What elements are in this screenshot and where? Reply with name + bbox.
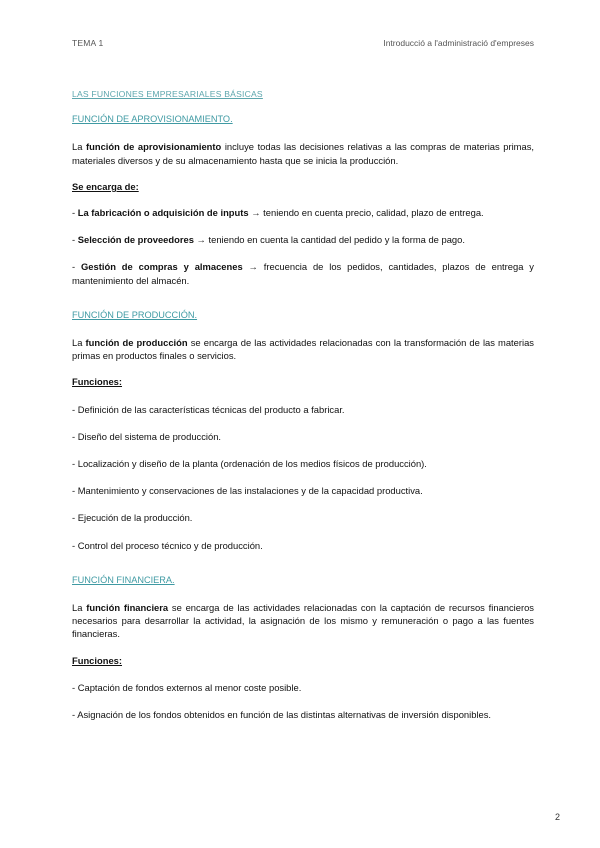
header-course-title: Introducció a l'administració d'empreses [383, 38, 534, 48]
intro-post: incluye todas las decisiones relativas a las compras de materias primas, materiales diversos y de su almacenamiento hasta que se inicia la producción. [72, 141, 534, 166]
section-title-aprovisionamiento: FUNCIÓN DE APROVISIONAMIENTO. [72, 114, 233, 125]
intro-post: se encarga de las actividades relacionadas con la captación de recursos financieros necesarios para desarrollar la actividad, la asignación de los mismo y remuneración o pago a las fuentes financieras. [72, 602, 534, 640]
list-item: - Control del proceso técnico y de producción. [72, 539, 263, 551]
main-title: LAS FUNCIONES EMPRESARIALES BÁSICAS [72, 89, 263, 99]
intro-pre: La [72, 602, 87, 614]
subheading-funciones-produccion: Funciones: [72, 376, 123, 388]
paragraph-produccion-intro [72, 336, 534, 362]
intro-post: se encarga de las actividades relacionadas con la transformación de las materias primas en productos finales o servicios. [72, 337, 534, 362]
list-item [72, 260, 534, 286]
list-item-prefix: - [72, 207, 78, 219]
intro-bold: función de aprovisionamiento [86, 141, 222, 153]
list-item-prefix: - [72, 234, 78, 246]
list-item: - Definición de las características técnicas del producto a fabricar. [72, 403, 345, 415]
intro-pre: La [72, 141, 86, 153]
list-item-text: → teniendo en cuenta precio, calidad, plazo de entrega. [248, 207, 484, 219]
section-title-financiera: FUNCIÓN FINANCIERA. [72, 574, 175, 585]
page-number: 2 [554, 812, 560, 822]
list-item-bold: La fabricación o adquisición de inputs [77, 207, 249, 219]
intro-pre: La [72, 337, 86, 349]
header-topic: TEMA 1 [72, 38, 104, 48]
list-item: - Asignación de los fondos obtenidos en función de las distintas alternativas de inversión disponibles. [72, 709, 492, 721]
list-item: - Localización y diseño de la planta (ordenación de los medios físicos de producción). [72, 458, 427, 470]
paragraph-financiera-intro [72, 601, 534, 641]
subheading-se-encarga: Se encarga de: [72, 180, 139, 192]
list-item-bold: Selección de proveedores [77, 234, 194, 246]
list-item [72, 206, 534, 219]
list-item: - Ejecución de la producción. [72, 512, 193, 524]
list-item-text: → frecuencia de los pedidos, cantidades, plazos de entrega y mantenimiento del almacén. [72, 261, 534, 286]
section-title-produccion: FUNCIÓN DE PRODUCCIÓN. [72, 309, 198, 320]
document-body [72, 88, 534, 721]
paragraph-aprovisionamiento-intro [72, 140, 534, 166]
intro-bold: función de producción [85, 337, 188, 349]
subheading-funciones-financiera: Funciones: [72, 654, 123, 666]
list-item: - Mantenimiento y conservaciones de las instalaciones y de la capacidad productiva. [72, 485, 423, 497]
list-item [72, 233, 534, 246]
list-item-text: → teniendo en cuenta la cantidad del pedido y la forma de pago. [193, 234, 465, 246]
list-item: - Diseño del sistema de producción. [72, 430, 222, 442]
list-item: - Captación de fondos externos al menor coste posible. [72, 681, 302, 693]
list-item-bold: Gestión de compras y almacenes [81, 261, 243, 273]
intro-bold: función financiera [86, 602, 169, 614]
list-item-prefix: - [72, 261, 82, 273]
